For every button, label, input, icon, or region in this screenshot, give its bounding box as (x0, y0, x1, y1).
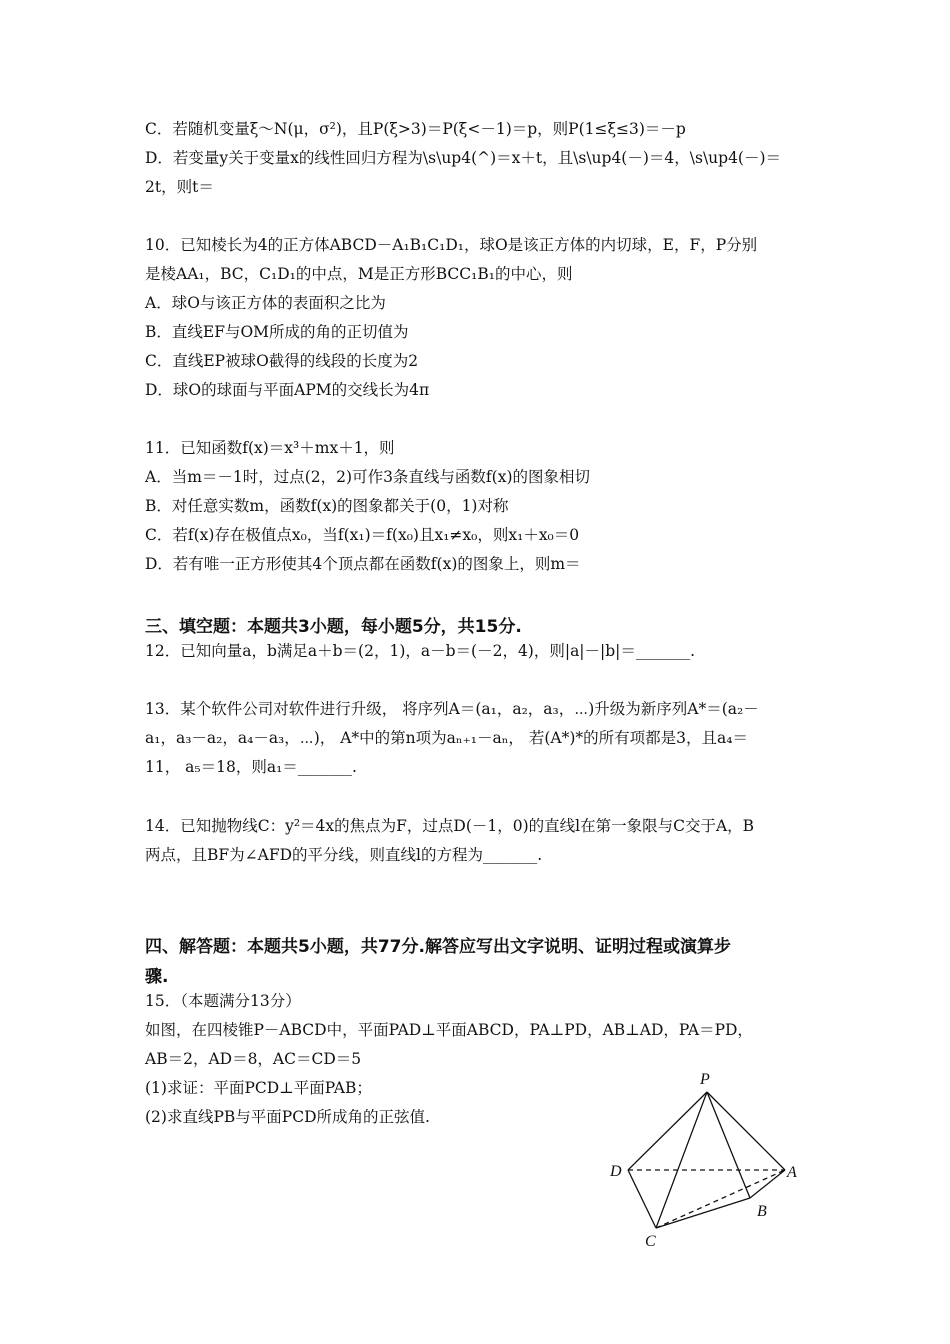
pyramid-figure (600, 1068, 810, 1258)
label-p: P (700, 1071, 710, 1088)
q10-option-d: D．球O的球面与平面APM的交线长为4π (145, 381, 430, 399)
q10-option-b: B．直线EF与OM所成的角的正切值为 (145, 323, 409, 341)
q9-option-c: C．若随机变量ξ～N(μ，σ²)，且P(ξ>3)＝P(ξ<－1)＝p，则P(1≤ξ≤3)＝－p (145, 120, 686, 138)
label-b: B (757, 1203, 767, 1220)
q11-option-c: C．若f(x)存在极值点x₀，当f(x₁)＝f(x₀)且x₁≠x₀，则x₁＋x₀＝0 (145, 526, 580, 544)
label-a: A (787, 1164, 797, 1181)
q12: 12．已知向量a，b满足a＋b＝(2，1)，a－b＝(－2，4)，则|a|－|b|＝_______. (145, 642, 696, 660)
q15-stem-line2: AB＝2，AD＝8，AC＝CD＝5 (145, 1050, 362, 1068)
section4-heading-line1: 四、解答题：本题共5小题，共77分.解答应写出文字说明、证明过程或演算步 (145, 937, 731, 957)
q11-option-b: B．对任意实数m，函数f(x)的图象都关于(0，1)对称 (145, 497, 509, 515)
label-d: D (610, 1163, 622, 1180)
q15-score: 15．（本题满分13分） (145, 992, 301, 1010)
q13-line2: a₁，a₃－a₂，a₄－a₃，⋯)， A*中的第n项为aₙ₊₁－aₙ， 若(A*)*的所有项都是3，且a₄＝ (145, 729, 748, 747)
q14-line2: 两点，且BF为∠AFD的平分线，则直线l的方程为_______. (145, 846, 543, 864)
q11-stem: 11．已知函数f(x)＝x³＋mx＋1，则 (145, 439, 395, 457)
edge-pa (707, 1092, 785, 1170)
q9-option-d-line1: D．若变量y关于变量x的线性回归方程为\s\up4(^)＝x＋t，且\s\up4(－)＝4，\s\up4(－)＝ (145, 149, 782, 167)
q11-option-a: A．当m＝－1时，过点(2，2)可作3条直线与函数f(x)的图象相切 (145, 468, 591, 486)
q10-option-a: A．球O与该正方体的表面积之比为 (145, 294, 386, 312)
q15-stem-line1: 如图，在四棱锥P－ABCD中，平面PAD⊥平面ABCD，PA⊥PD，AB⊥AD，PA＝PD， (145, 1021, 753, 1039)
label-c: C (645, 1233, 656, 1250)
section4-heading-line2: 骤. (145, 967, 169, 987)
q13-line1: 13．某个软件公司对软件进行升级， 将序列A＝(a₁，a₂，a₃，⋯)升级为新序列A*＝(a₂－ (145, 700, 759, 718)
section3-heading: 三、填空题：本题共3小题，每小题5分，共15分. (145, 617, 522, 637)
q10-stem-line1: 10．已知棱长为4的正方体ABCD－A₁B₁C₁D₁，球O是该正方体的内切球，E，F，P分别 (145, 236, 758, 254)
edge-cb (656, 1198, 750, 1228)
q14-line1: 14．已知抛物线C：y²＝4x的焦点为F，过点D(－1，0)的直线l在第一象限与C交于A，B (145, 817, 755, 835)
q15-part1: (1)求证：平面PCD⊥平面PAB； (145, 1079, 372, 1097)
q10-stem-line2: 是棱AA₁，BC，C₁D₁的中点，M是正方形BCC₁B₁的中心，则 (145, 265, 573, 283)
edge-pd (628, 1092, 707, 1170)
q15-part2: (2)求直线PB与平面PCD所成角的正弦值. (145, 1108, 430, 1126)
edge-pc (656, 1092, 707, 1228)
q9-option-d-line2: 2t，则t＝ (145, 178, 214, 196)
q10-option-c: C．直线EP被球O截得的线段的长度为2 (145, 352, 419, 370)
edge-pb (707, 1092, 750, 1198)
edge-dc (628, 1170, 656, 1228)
q13-line3: 11， a₅＝18，则a₁＝_______. (145, 758, 357, 776)
q11-option-d: D．若有唯一正方形使其4个顶点都在函数f(x)的图象上，则m＝ (145, 555, 581, 573)
